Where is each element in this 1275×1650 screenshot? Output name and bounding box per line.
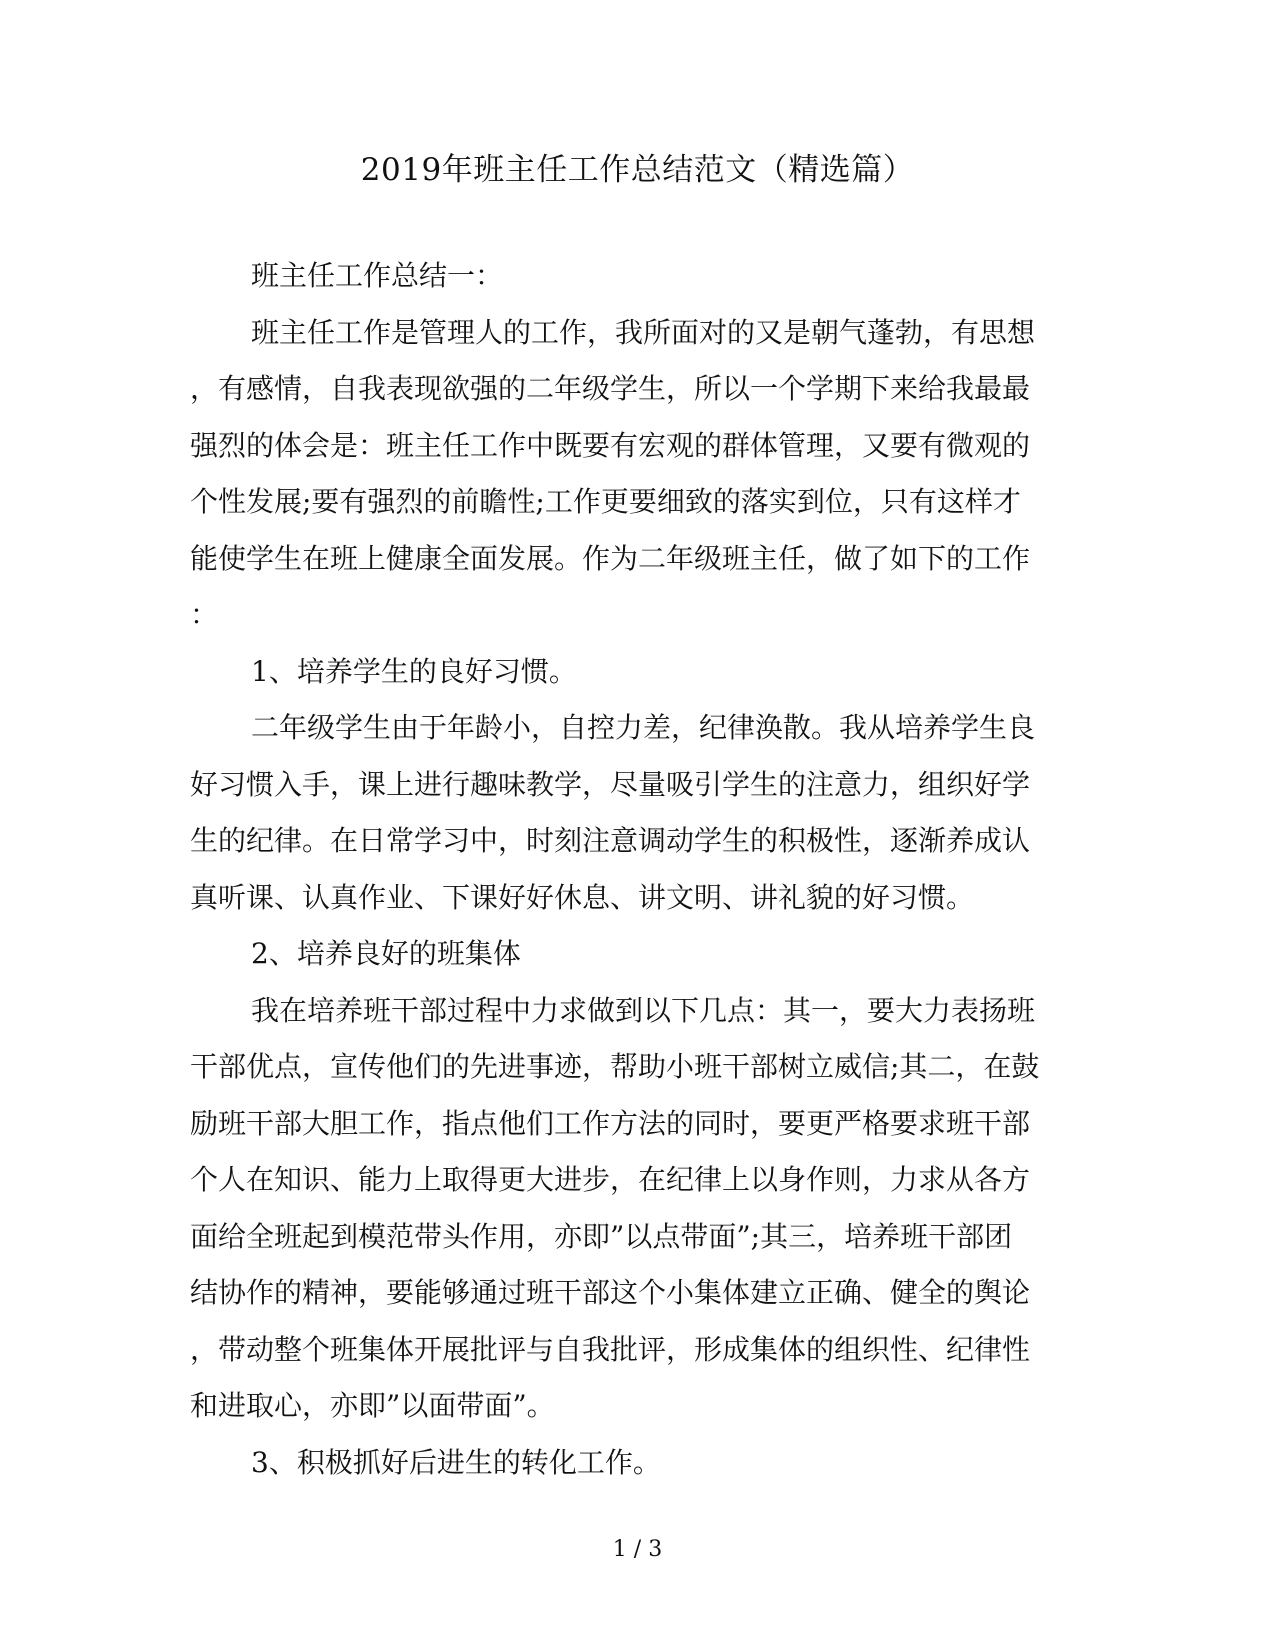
text-line: 结协作的精神，要能够通过班干部这个小集体建立正确、健全的舆论 <box>190 1276 1031 1309</box>
text-line: 面给全班起到模范带头作用，亦即”以点带面”;其三，培养班干部团 <box>190 1219 1013 1253</box>
document-title: 2019年班主任工作总结范文（精选篇） <box>360 152 915 188</box>
text-line: 3、积极抓好后进生的转化工作。 <box>251 1445 661 1479</box>
text-line: 班主任工作是管理人的工作，我所面对的又是朝气蓬勃，有思想 <box>251 315 1036 349</box>
text-line: 干部优点，宣传他们的先进事迹，帮助小班干部树立威信;其二，在鼓 <box>190 1050 1040 1083</box>
text-line: 二年级学生由于年龄小，自控力差，纪律涣散。我从培养学生良 <box>251 711 1036 744</box>
text-line: 和进取心，亦即”以面带面”。 <box>190 1389 555 1422</box>
text-line: 2、培养良好的班集体 <box>251 937 521 970</box>
page-number: 1 / 3 <box>612 1537 663 1562</box>
text-line: 励班干部大胆工作，指点他们工作方法的同时，要更严格要求班干部 <box>190 1106 1031 1140</box>
text-line: 个性发展;要有强烈的前瞻性;工作更要细致的落实到位，只有这样才 <box>190 485 1021 518</box>
text-line: 能使学生在班上健康全面发展。作为二年级班主任，做了如下的工作 <box>190 541 1031 575</box>
text-line: ，带动整个班集体开展批评与自我批评，形成集体的组织性、纪律性 <box>190 1332 1031 1366</box>
text-line: 强烈的体会是：班主任工作中既要有宏观的群体管理，又要有微观的 <box>190 428 1031 462</box>
text-line: 我在培养班干部过程中力求做到以下几点：其一，要大力表扬班 <box>251 993 1036 1027</box>
text-line: 真听课、认真作业、下课好好休息、讲文明、讲礼貌的好习惯。 <box>190 880 975 914</box>
text-line: 个人在知识、能力上取得更大进步，在纪律上以身作则，力求从各方 <box>190 1163 1031 1196</box>
text-line: ，有感情，自我表现欲强的二年级学生，所以一个学期下来给我最最 <box>190 372 1031 405</box>
text-line: 生的纪律。在日常学习中，时刻注意调动学生的积极性，逐渐养成认 <box>190 824 1031 857</box>
text-line: 好习惯入手，课上进行趣味教学，尽量吸引学生的注意力，组织好学 <box>190 767 1031 801</box>
text-line: 1、培养学生的良好习惯。 <box>251 654 577 688</box>
document-body <box>190 248 1070 1491</box>
text-line: 班主任工作总结一： <box>251 259 504 292</box>
text-line: ： <box>190 598 219 631</box>
